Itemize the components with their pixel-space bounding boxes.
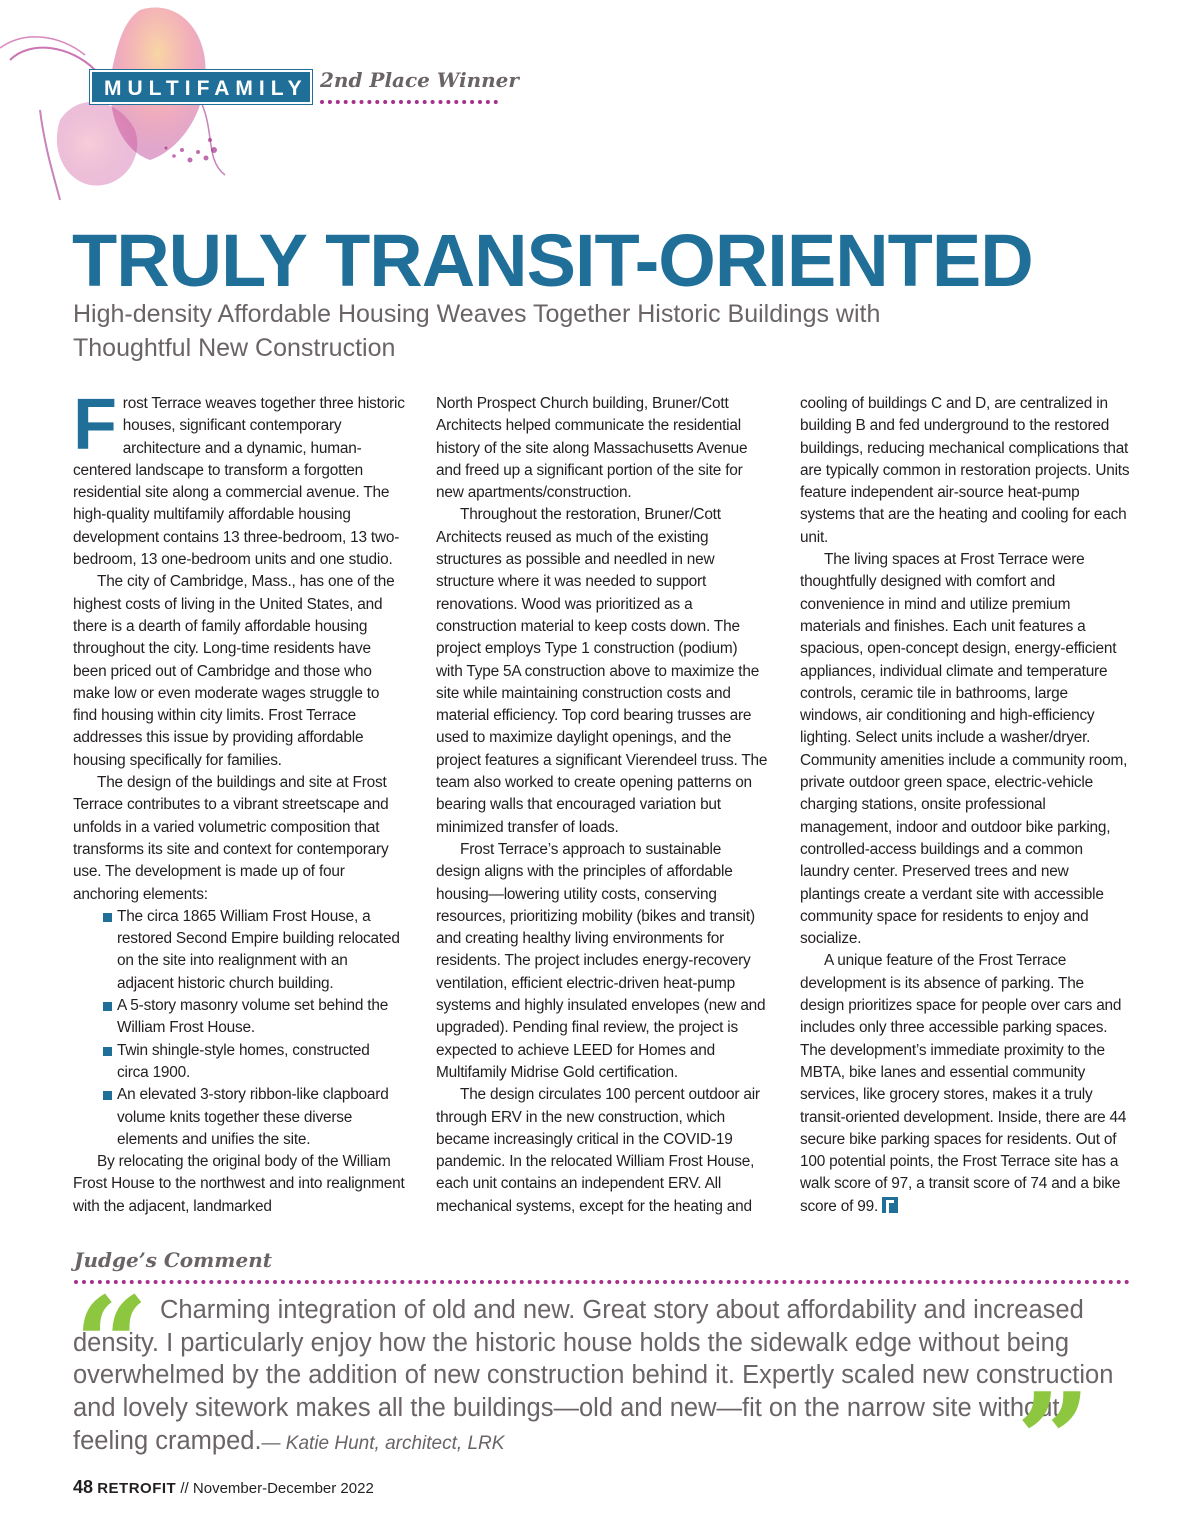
- issue-date: November-December 2022: [192, 1480, 374, 1497]
- paragraph: The city of Cambridge, Mass., has one of the highest costs of living in the United States, and there is a dearth of family affordable housing throughout the city. Long-time residents have been priced out of Cambridge and those who make low or even moderate wages struggle to find housing within city limits. Frost Terrace addresses this issue by providing affordable housing specifically for families.: [73, 573, 395, 769]
- paragraph-text: A unique feature of the Frost Terrace development is its absence of parking. The design prioritizes space for people over cars and includes only three accessible parking spaces. The development’s immediate proximity to the MBTA, bike lanes and essential community services, like grocery stores, makes it a truly transit-oriented development. Inside, there are 44 secure bike parking spaces for residents. Out of 100 potential points, the Frost Terrace site has a walk score of 97, a transit score of 74 and a bike score of 99.: [800, 952, 1127, 1215]
- open-quote-icon: “: [74, 1268, 149, 1421]
- header-dotted-rule: [320, 100, 498, 104]
- list-item: [103, 1084, 405, 1151]
- drop-cap: F: [73, 385, 117, 465]
- anchoring-elements-list: [103, 906, 405, 1151]
- article-column-3: [800, 393, 1130, 1218]
- footer-separator: //: [180, 1480, 189, 1497]
- list-item-text: A 5-story masonry volume set behind the William Frost House.: [117, 997, 389, 1037]
- list-item: [103, 995, 405, 1040]
- paragraph: North Prospect Church building, Bruner/Cott Architects helped communicate the residential history of the site along Massachusetts Avenue and freed up a significant portion of the site for new apartments/construction.: [436, 395, 748, 502]
- bullet-square-icon: [103, 913, 112, 922]
- list-item-text: The circa 1865 William Frost House, a restored Second Empire building relocated on the site into realignment with an adjacent historic church building.: [117, 907, 400, 992]
- magazine-name: RETROFIT: [97, 1480, 177, 1497]
- judge-comment-heading: Judge’s Comment: [74, 1248, 272, 1272]
- judge-attribution: — Katie Hunt, architect, LRK: [261, 1432, 505, 1454]
- page-number: 48: [73, 1477, 94, 1497]
- end-of-article-icon: [882, 1197, 898, 1213]
- list-item: [103, 906, 405, 995]
- judge-comment: [73, 1294, 1133, 1461]
- paragraph: Frost Terrace’s approach to sustainable design aligns with the principles of affordable housing—lowering utility costs, conserving resources, prioritizing mobility (bikes and transit) and creating healthy living environments for residents. The project includes energy-recovery ventilation, efficient electric-driven heat-pump systems and highly insulated envelopes (new and upgraded). Pending final review, the project is expected to achieve LEED for Homes and Multifamily Midrise Gold certification.: [436, 840, 766, 1081]
- page-footer: [73, 1477, 374, 1498]
- article-subtitle: High-density Affordable Housing Weaves Together Historic Buildings with Thoughtful New Construction: [73, 300, 881, 362]
- article-title: TRULY TRANSIT-ORIENTED: [72, 219, 1033, 302]
- list-item-text: An elevated 3-story ribbon-like clapboard volume knits together these diverse elements and unifies the site.: [117, 1086, 389, 1148]
- article-column-1: [73, 385, 405, 1218]
- judge-comment-text: Charming integration of old and new. Great story about affordability and increased density. I particularly enjoy how the historic house holds the sidewalk edge without being overwhelmed by the addition of new construction behind it. Expertly scaled new construction and lovely sitework makes all the buildings—old and new—fit on the narrow site without feeling cramped.: [73, 1296, 1114, 1455]
- paragraph: The living spaces at Frost Terrace were thoughtfully designed with comfort and convenience in mind and utilize premium materials and finishes. Each unit features a spacious, open-concept design, energy-efficient appliances, individual climate and temperature controls, ceramic tile in bathrooms, large windows, air conditioning and high-efficiency lighting. Select units include a washer/dryer. Community amenities include a community room, private outdoor green space, electric-vehicle charging stations, onsite professional management, indoor and outdoor bike parking, controlled-access buildings and a common laundry center. Preserved trees and new plantings create a verdant site with accessible community space for residents to enjoy and socialize.: [800, 551, 1128, 948]
- bullet-square-icon: [103, 1002, 112, 1011]
- article-column-2: [436, 393, 768, 1218]
- paragraph: The design of the buildings and site at Frost Terrace contributes to a vibrant streetscape and unfolds in a varied volumetric composition that transforms its site and context for contemporary use. The development is made up of four anchoring elements:: [73, 774, 389, 903]
- award-label: 2nd Place Winner: [320, 68, 519, 92]
- close-quote-icon: ”: [1016, 1364, 1091, 1517]
- judge-dotted-rule: [74, 1280, 1130, 1284]
- paragraph: The design circulates 100 percent outdoor air through ERV in the new construction, which became increasingly critical in the COVID-19 pandemic. In the relocated William Frost House, each unit contains an independent ERV. All mechanical systems, except for the heating and: [436, 1086, 760, 1215]
- section-tag: MULTIFAMILY: [90, 70, 312, 104]
- paragraph: [800, 950, 1130, 1218]
- bullet-square-icon: [103, 1047, 112, 1056]
- paragraph-text: rost Terrace weaves together three historic houses, significant contemporary architecture and a dynamic, human-centered landscape to transform a forgotten residential site along a commercial avenue. The high-quality multifamily affordable housing development contains 13 three-bedroom, 13 two-bedroom, 13 one-bedroom units and one studio.: [73, 395, 405, 569]
- paragraph: [73, 385, 405, 571]
- bullet-square-icon: [103, 1091, 112, 1100]
- list-item: [103, 1040, 405, 1085]
- paragraph: By relocating the original body of the William Frost House to the northwest and into realignment with the adjacent, landmarked: [73, 1153, 405, 1215]
- paragraph: cooling of buildings C and D, are centralized in building B and fed underground to the restored buildings, reducing mechanical complications that are typically common in restoration projects. Units feature independent air-source heat-pump systems that are the heating and cooling for each unit.: [800, 395, 1130, 546]
- list-item-text: Twin shingle-style homes, constructed circa 1900.: [117, 1041, 370, 1081]
- paragraph: Throughout the restoration, Bruner/Cott Architects reused as much of the existing structures as possible and needled in new structure where it was needed to support renovations. Wood was prioritized as a construction material to keep costs down. The project employs Type 1 construction (podium) with Type 5A construction above to maximize the site while maintaining construction costs and material efficiency. Top cord bearing trusses are used to maximize daylight openings, and the project features a significant Vierendeel truss. The team also worked to create opening patterns on bearing walls that encouraged variation but minimized transfer of loads.: [436, 506, 768, 836]
